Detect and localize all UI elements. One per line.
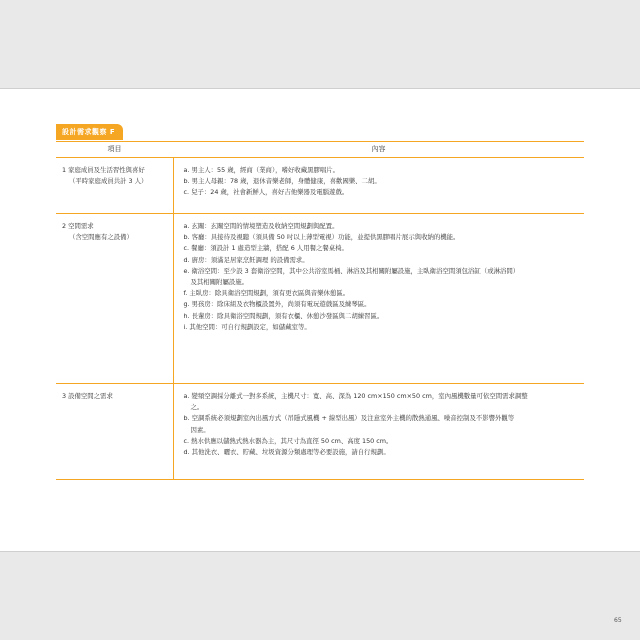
row-content: [173, 214, 584, 384]
content-line: c. 餐廳：須設計 1 處造型主牆，搭配 6 人用餐之餐桌椅。: [183, 244, 348, 253]
content-line: 因素。: [190, 425, 210, 434]
header-content: 內容: [173, 142, 584, 158]
content-line: h. 長輩房：除具衛浴空間規劃，須有衣櫃、休憩沙發區與二胡練習區。: [183, 311, 384, 320]
content-line: c. 熱水供應以儲熱式熱水器為主，其尺寸為直徑 50 cm、高度 150 cm。: [183, 436, 393, 445]
table-row: [56, 158, 584, 214]
row-item: [56, 384, 173, 480]
content-line: a. 玄關：玄關空間的情境塑造及收納空間規劃與配置。: [183, 222, 339, 230]
content-line: a. 變頻空調採分離式一對多系統，主機尺寸：寬、高、深為 120 cm×150 cm×50 cm，室內風機數量可依空間需求調整: [183, 392, 528, 400]
content-line: f. 主臥房：除具衛浴空間規劃，須有更衣區與音樂休憩區。: [183, 289, 350, 298]
content-line: d. 廚房：須滿足居家烹飪調理 的設備需求。: [183, 255, 309, 264]
item-subtitle: （平時家庭成員共計 3 人）: [69, 177, 148, 186]
content-line: 及其相關附屬設施。: [190, 278, 249, 287]
item-title: 2 空間需求: [62, 222, 94, 230]
page-number: 65: [614, 617, 622, 624]
table-row: [56, 214, 584, 384]
content-line: b. 男主人母親：78 歲，退休音樂老師，身體健康，喜歡國樂、二胡。: [183, 177, 381, 186]
content-line: a. 男主人：55 歲，經商（業商），嗜好收藏黑膠唱片。: [183, 166, 340, 174]
section-tag: 設計需求觀察 F: [56, 124, 123, 140]
document-page: [0, 88, 640, 624]
content-line: i. 其他空間：可自行規劃設定，如儲藏室等。: [183, 322, 311, 331]
content-line: c. 兒子：24 歲，社會新鮮人，喜好吉他樂器及電腦遊戲。: [183, 188, 349, 197]
row-item: [56, 158, 173, 214]
row-item: [56, 214, 173, 384]
row-content: [173, 384, 584, 480]
item-title: 3 設備空間之需求: [62, 392, 113, 400]
content-line: b. 空調系統必須規劃室內出風方式（吊隱式風機 + 線型出風）及注意室外主機的散熱通風、噪音控制及不影響外觀等: [183, 414, 515, 423]
content-line: b. 客廳：具接待及視聽（須具備 50 吋以上薄型電視）功能，並提供黑膠唱片展示與收納的機能。: [183, 233, 460, 242]
row-content: [173, 158, 584, 214]
item-title: 1 家庭成員及生活習性與喜好: [62, 166, 145, 174]
table-header-row: [56, 142, 584, 158]
content-line: 之。: [190, 403, 204, 412]
header-item: 項目: [56, 142, 173, 158]
item-subtitle: （含空間應有之設備）: [69, 233, 133, 242]
requirements-table: [56, 141, 584, 480]
content-line: g. 男孩房：除床組及衣物櫃設置外，尚須有電玩遊戲區及練琴區。: [183, 300, 371, 309]
content-line: d. 其他洗衣、曬衣、貯藏、垃圾資源分類處理等必要設施，請自行規劃。: [183, 448, 390, 457]
content-line: e. 衛浴空間：至少設 3 套衛浴空間，其中公共浴室馬桶、淋浴及其相關附屬設施，主臥衛浴空間須包浴缸（或淋浴間）: [183, 266, 520, 275]
table-row: [56, 384, 584, 480]
